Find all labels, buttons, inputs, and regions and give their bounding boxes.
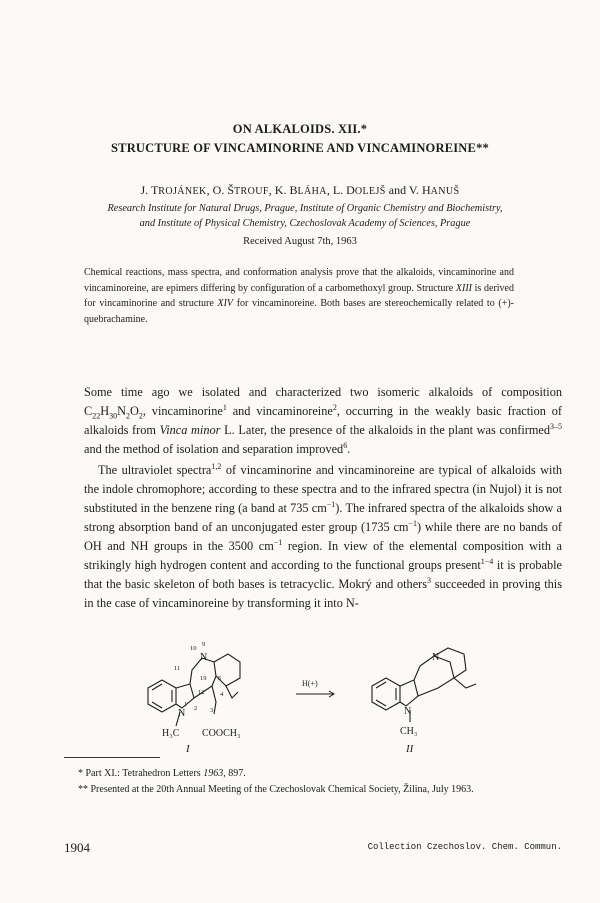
atom-number-5: 5 — [218, 675, 222, 682]
reference-3: 3 — [427, 575, 432, 585]
journal-name: Collection Czechoslov. Chem. Commun. — [367, 842, 562, 852]
structure-II — [372, 648, 476, 722]
arrow-reagent: H(+) — [302, 679, 318, 688]
authors: J. TROJÁNEK, O. ŠTROUF, K. BLÁHA, L. DOLEJŠ and V. HANUŠ — [140, 183, 460, 197]
reference-3-5: 3–5 — [550, 421, 562, 431]
author-5: V. HANUŠ — [408, 183, 460, 197]
reference-1-4: 1−4 — [480, 556, 494, 566]
atom-number-9: 9 — [202, 641, 206, 648]
atom-number-2: 2 — [194, 705, 198, 712]
authors-and: and — [388, 183, 407, 197]
atom-number-19: 19 — [200, 675, 207, 682]
reaction-arrow — [296, 691, 334, 697]
atom-number-11: 11 — [174, 665, 181, 672]
compound-label-I: I — [186, 743, 190, 755]
ch3-label: CH₃ — [400, 726, 418, 737]
atom-number-1: 1 — [184, 701, 188, 708]
structure-I — [148, 654, 240, 726]
footnote-2: ** Presented at the 20th Annual Meeting of the Czechoslovak Chemical Society, Žilina, July 1963. — [78, 784, 474, 795]
author-1: J. TROJÁNEK — [140, 183, 207, 197]
author-4: L. DOLEJŠ — [332, 183, 386, 197]
title-line-2: STRUCTURE OF VINCAMINORINE AND VINCAMINOREINE** — [111, 141, 489, 155]
paragraph-2: The ultraviolet spectra$^{1,2}$ of vincaminorine and vincaminoreine are typical of alkaloids with the indole chromophore; according to these spectra and to the infrared spectra (in Nujol) it is not substituted in the benzene ring (a band at 735 $cm^{-1}$). The infrared spectra of the alkaloids show a strong absorption band of an unconjugated ester group (1735 $cm^{-1}$) while there are no bands of OH and NH groups in the 3500 $cm^{-1}$ region. In view of the elemental composition with a strikingly high hydrogen content and according to the functional groups present$^{1-4}$ it is probable that the basic skeleton of both bases is tetracyclic. Mokrý and others$^3$ succeeded in proving this in the case of vincaminoreine by transforming it into N- — [84, 461, 563, 610]
n-label-II: N — [432, 652, 440, 663]
n-indole-label-I: N — [178, 708, 186, 719]
compound-label-II: II — [406, 743, 414, 755]
page-number: 1904 — [64, 840, 90, 855]
abstract: Chemical reactions, mass spectra, and conformation analysis prove that the alkaloids, vincaminorine and vincaminoreine, are epimers differing by configuration of a carbomethoxyl group. Structure XIII is derived for vincaminorine and structure XIV for vincaminoreine. Both bases are stereochemically related to (+)-quebrachamine. — [84, 267, 514, 325]
reference-1-2: 1,2 — [211, 461, 222, 471]
atom-number-12: 12 — [198, 689, 205, 696]
footnote-1: * Part XI.: Tetrahedron Letters 1963, 897. — [78, 768, 246, 779]
author-2: O. ŠTROUF — [212, 183, 269, 197]
atom-number-4: 4 — [220, 691, 224, 698]
n-indole-label-II: N — [404, 706, 412, 717]
affiliation — [60, 201, 550, 231]
atom-number-3: 3 — [210, 707, 214, 714]
reference-2: 2 — [332, 402, 337, 412]
reference-1: 1 — [222, 402, 227, 412]
footnote-rule — [64, 757, 160, 758]
affiliation-line-2: and Institute of Physical Chemistry, Czechoslovak Academy of Sciences, Prague — [139, 218, 471, 229]
affiliation-line-1: Research Institute for Natural Drugs, Prague, Institute of Organic Chemistry and Biochemistry, — [107, 203, 503, 214]
title-line-1: ON ALKALOIDS. XII.* — [232, 122, 368, 136]
n-label-I: N — [200, 652, 208, 663]
atom-number-10: 10 — [190, 645, 197, 652]
author-3: K. BLÁHA — [274, 183, 327, 197]
h3c-label: H₃C — [162, 728, 180, 739]
cooch3-label: COOCH₃ — [202, 728, 241, 739]
reaction-scheme — [120, 640, 500, 755]
reference-6: 6 — [343, 440, 348, 450]
paragraph-1: Some time ago we isolated and characterized two isomeric alkaloids of composition $C_{22}H_{30}N_2O_2$, vincaminorine$^1$ and vincaminoreine$^2$, occurring in the weakly basic fraction of alkaloids from Vinca minor L. Later, the presence of the alkaloids in the plant was confirmed$^{3-5}$ and the method of isolation and separation improved$^6$. — [84, 385, 562, 456]
received-date: Received August 7th, 1963 — [243, 236, 357, 247]
